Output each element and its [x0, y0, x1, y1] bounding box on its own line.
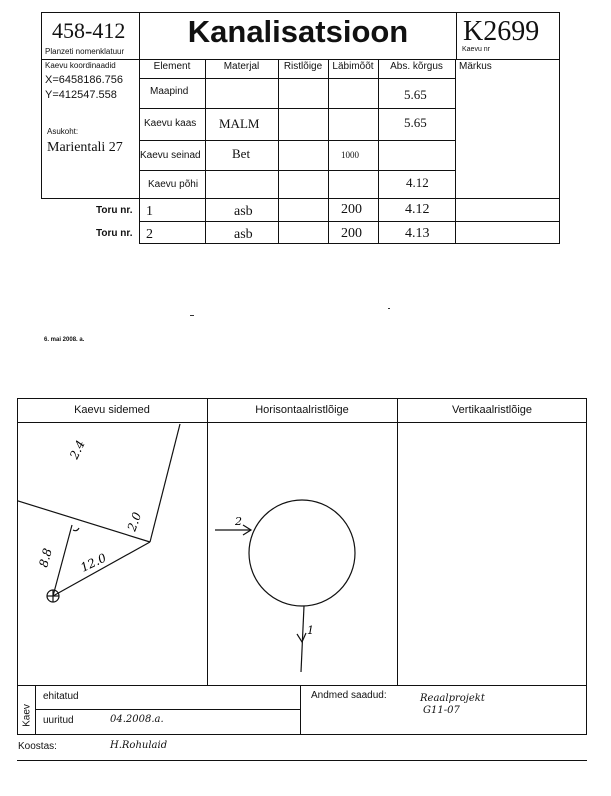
row-line — [139, 170, 455, 171]
measure-line — [53, 542, 150, 596]
footer-line — [300, 685, 301, 735]
connections-sketch — [17, 422, 207, 686]
row-line — [139, 108, 455, 109]
pipe-label-outlet: 1 — [307, 624, 314, 637]
row-line — [139, 221, 560, 222]
pipe-label: Toru nr. — [96, 228, 133, 239]
well-label: Kaevu nr — [462, 46, 491, 53]
col-title-horizontal-section: Horisontaalristlõige — [255, 404, 349, 416]
coords-label: Kaevu koordinaadid — [45, 61, 116, 70]
measure-line — [53, 525, 72, 596]
col-line — [328, 59, 329, 244]
row-element: Kaevu põhi — [148, 179, 199, 190]
col-header-diameter: Läbimõõt — [332, 61, 374, 72]
surveyed-label: uuritud — [43, 715, 74, 726]
col-line — [205, 59, 206, 244]
col-header-notes: Märkus — [459, 61, 492, 72]
row-abs: 5.65 — [404, 87, 427, 102]
document-date: 6. mai 2008. a. — [44, 337, 85, 343]
drawings-col-line — [397, 398, 398, 686]
row-element: Kaevu kaas — [144, 118, 197, 129]
scan-dot — [388, 308, 390, 309]
coord-y: Y=412547.558 — [45, 89, 117, 101]
surveyed-date: 04.2008.a. — [110, 714, 164, 725]
arrow-icon — [297, 633, 306, 642]
row-element: Maapind — [150, 86, 189, 97]
row-abs: 4.12 — [406, 175, 429, 190]
pipe-number: 1 — [146, 204, 153, 219]
data-from-label: Andmed saadud: — [311, 690, 387, 701]
footer-line — [35, 709, 300, 710]
row-element: Kaevu seinad — [140, 150, 201, 161]
scan-dot — [190, 315, 194, 316]
location-label: Asukoht: — [47, 127, 79, 136]
row-material: Bet — [232, 146, 251, 161]
row-line — [139, 78, 455, 79]
well-circle — [249, 500, 355, 606]
sketch-label: 12.0 — [78, 550, 109, 575]
page-title: Kanalisatsioon — [187, 14, 409, 49]
row-diameter: 1000 — [341, 150, 359, 160]
angle-mark — [73, 528, 79, 531]
footer-line — [35, 685, 36, 735]
col-header-material: Materjal — [223, 61, 260, 72]
col-line — [378, 59, 379, 244]
pipe-material: asb — [234, 227, 253, 242]
plan-label: Planzeti nomenklatuur — [45, 47, 125, 56]
col-line — [278, 59, 279, 244]
footer-frame — [17, 685, 587, 735]
compiled-label: Koostas: — [18, 741, 57, 752]
row-abs: 5.65 — [404, 115, 427, 130]
pipe-abs: 4.12 — [405, 202, 430, 217]
sketch-label: 2.4 — [67, 438, 88, 462]
plan-id: 458-412 — [52, 18, 126, 43]
col-title-connections: Kaevu sidemed — [74, 404, 150, 416]
compiled-by: H.Rohulaid — [110, 740, 168, 751]
col-line — [455, 59, 456, 244]
sketch-label: 2.0 — [124, 510, 145, 534]
pipe-label: Toru nr. — [96, 205, 133, 216]
col-header-element: Element — [153, 61, 191, 72]
location-value: Marientali 27 — [47, 140, 123, 155]
kaev-label: Kaev — [21, 704, 33, 727]
row-line — [139, 140, 455, 141]
data-from-value-1: Reaalprojekt — [420, 693, 485, 704]
data-from-value-2: G11-07 — [423, 705, 460, 716]
row-material: MALM — [219, 116, 260, 131]
sketch-label: 8.8 — [36, 546, 55, 569]
footer-line — [17, 760, 587, 761]
built-label: ehitatud — [43, 691, 79, 702]
col-header-abs: Abs. kõrgus — [390, 61, 443, 72]
pipe-abs: 4.13 — [405, 226, 430, 241]
pipe-diameter: 200 — [341, 202, 362, 217]
col-title-vertical-section: Vertikaalristlõige — [451, 404, 533, 416]
pipe-diameter: 200 — [341, 226, 362, 241]
col-header-cross: Ristlõige — [283, 61, 323, 72]
horizontal-section-sketch — [207, 422, 397, 686]
pipe-label-inlet: 2 — [235, 515, 242, 528]
coord-x: X=6458186.756 — [45, 74, 123, 86]
wall-line — [150, 424, 180, 542]
pipe-material: asb — [234, 204, 253, 219]
well-number: K2699 — [463, 16, 540, 47]
data-table — [139, 59, 560, 199]
pipe-number: 2 — [146, 227, 153, 242]
